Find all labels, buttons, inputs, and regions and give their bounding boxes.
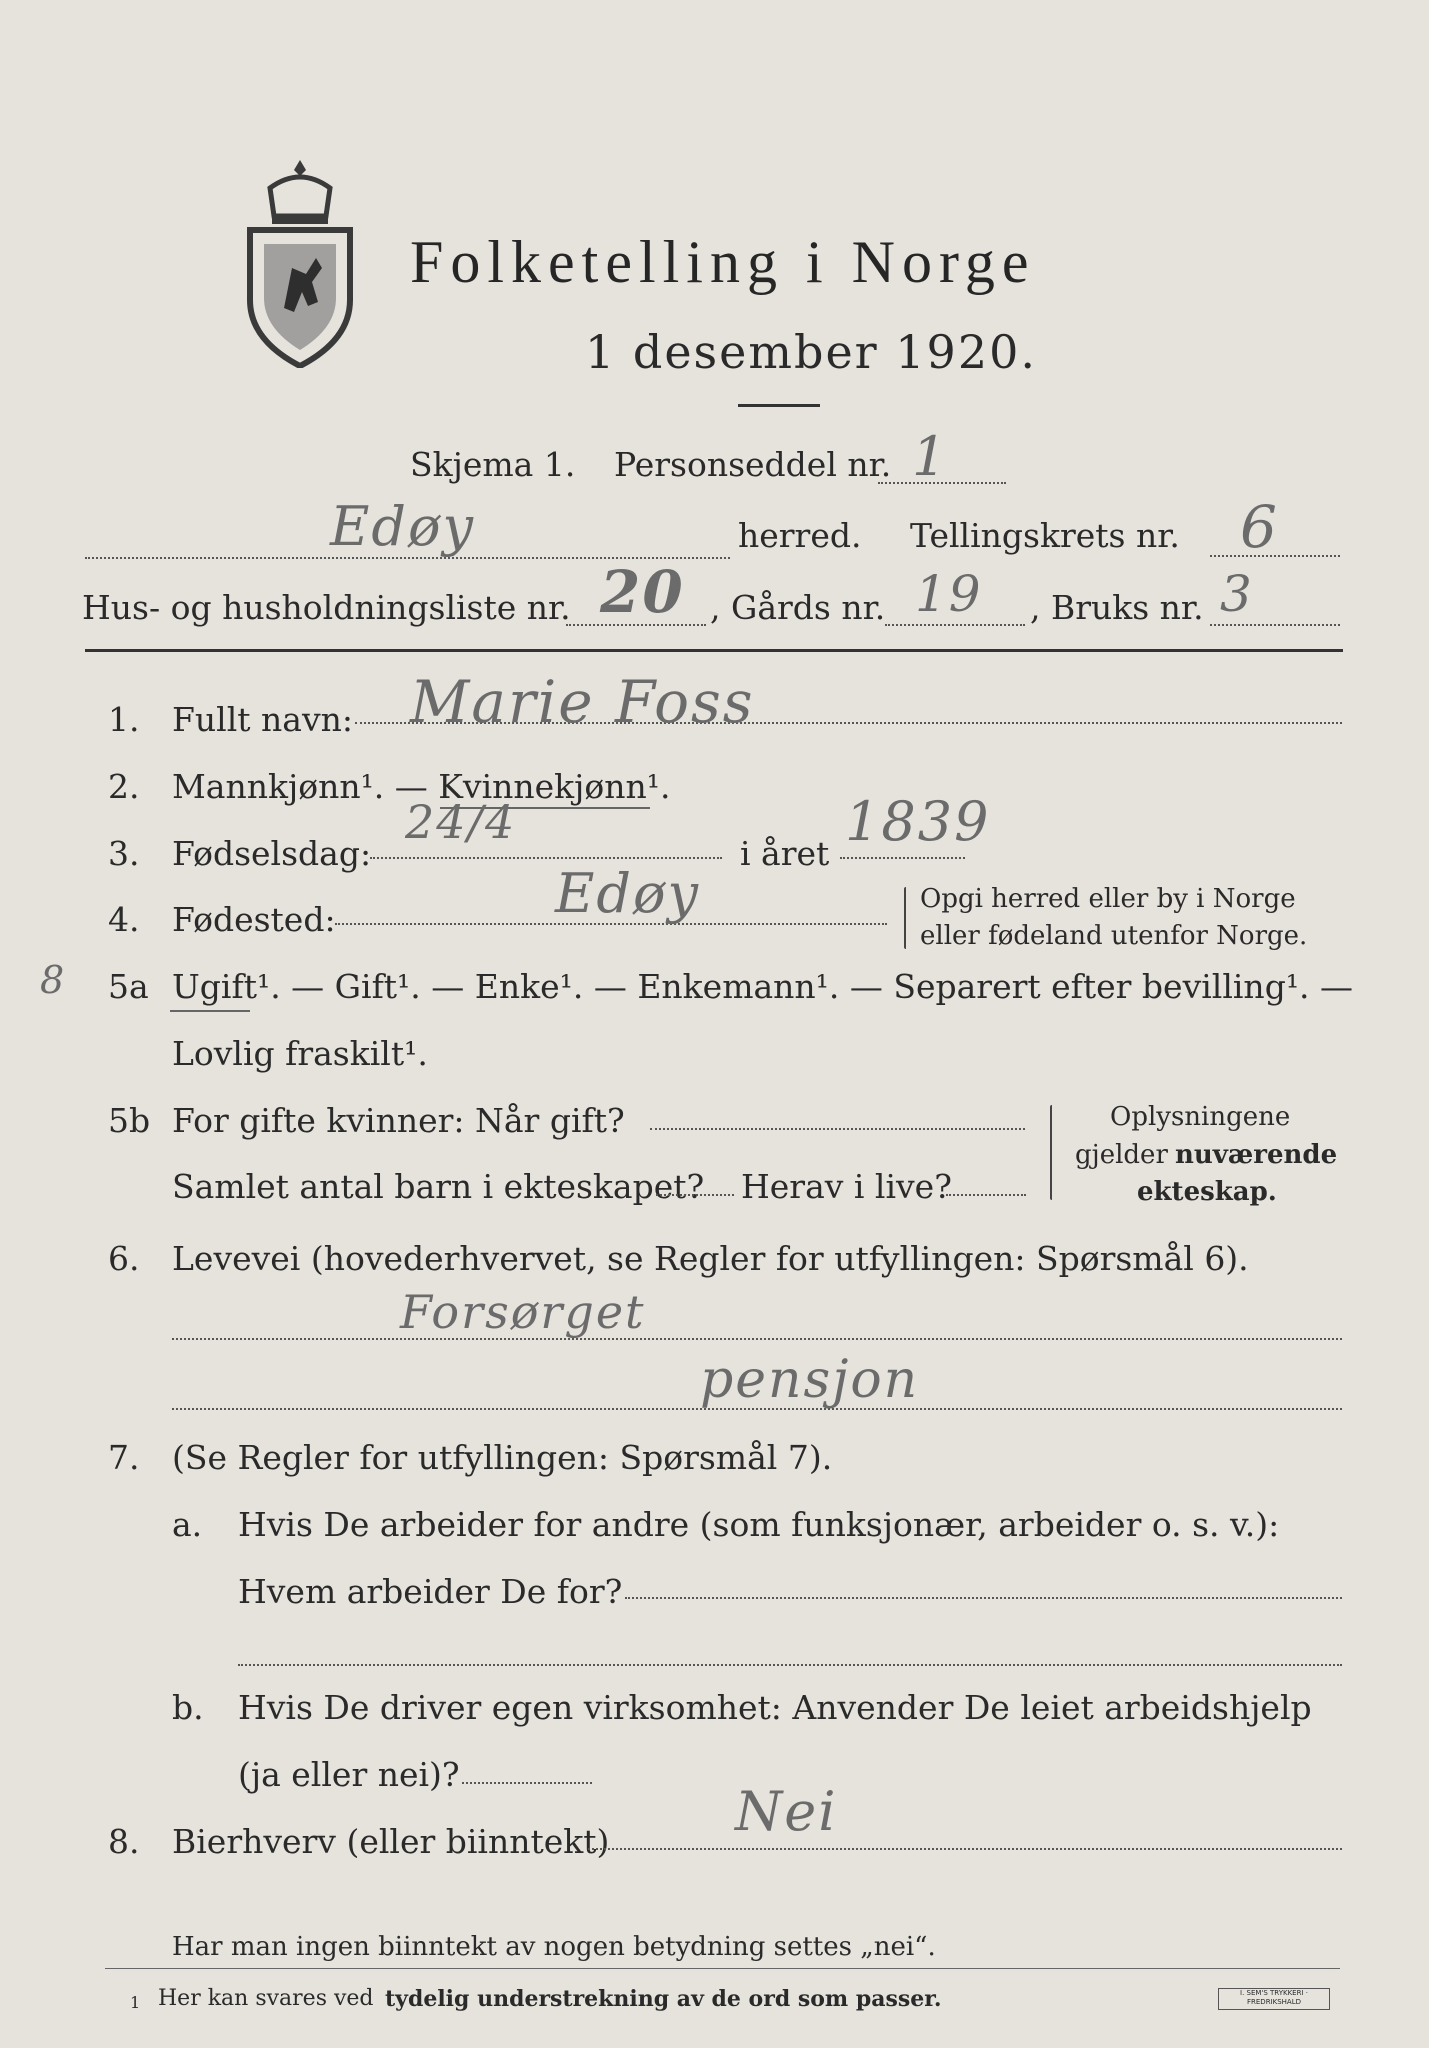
q3-label: Fødselsdag:: [172, 834, 372, 873]
q2-label: Mannkjønn¹. — Kvinnekjønn¹.: [172, 767, 671, 806]
personseddel-label: Personseddel nr.: [614, 445, 892, 484]
q4-number: 4.: [108, 900, 140, 939]
q5b-brace: [1050, 1105, 1052, 1200]
q2-number: 2.: [108, 767, 140, 806]
q5a-number: 5a: [108, 967, 149, 1006]
form-title: Folketelling i Norge: [410, 229, 1036, 295]
skjema-label: Skjema 1.: [410, 445, 576, 484]
bruks-line: [1210, 624, 1340, 626]
footnote-number: 1: [130, 1993, 141, 2012]
q7a-line2: Hvem arbeider De for?: [238, 1572, 623, 1611]
form-date: 1 desember 1920.: [585, 325, 1037, 379]
q7a-line-answer2: [238, 1664, 1342, 1666]
header-rule: [85, 649, 1343, 652]
q5a-line1: Ugift¹. — Gift¹. — Enke¹. — Enkemann¹. — Separert efter bevilling¹. —: [172, 967, 1354, 1006]
q8-label: Bierhverv (eller biinntekt): [172, 1822, 610, 1861]
footer-note: Har man ingen biinntekt av nogen betydning settes „nei“.: [172, 1932, 936, 1962]
tellingskrets-value: 6: [1240, 493, 1279, 561]
q6-number: 6.: [108, 1239, 140, 1278]
q3-day-line: [370, 857, 722, 859]
gards-line: [885, 624, 1025, 626]
q7b-line1: Hvis De driver egen virksomhet: Anvender De leiet arbeidshjelp: [238, 1688, 1312, 1727]
footnote-text-a: Her kan svares ved: [158, 1986, 374, 2011]
gards-label: , Gårds nr.: [710, 588, 886, 627]
herred-value: Edøy: [330, 495, 476, 558]
q6-value2: pensjon: [700, 1350, 920, 1410]
tellingskrets-label: Tellingskrets nr.: [910, 516, 1180, 555]
footer-rule: [105, 1968, 1340, 1969]
q7b-answer-line: [462, 1782, 592, 1784]
q7-number: 7.: [108, 1438, 140, 1477]
personseddel-value: 1: [912, 425, 949, 488]
q4-label: Fødested:: [172, 900, 336, 939]
q5b-naar-gift-line: [650, 1128, 1025, 1130]
q4-note-line1: Opgi herred eller by i Norge: [920, 884, 1296, 914]
q7b-line2: (ja eller nei)?: [238, 1755, 460, 1794]
q5b-barn-line: [656, 1194, 734, 1196]
q5b-line1: For gifte kvinner: Når gift?: [172, 1101, 625, 1140]
q5a-margin-mark: 8: [40, 958, 67, 1002]
q6-line2: [172, 1408, 1342, 1410]
q6-label: Levevei (hovederhvervet, se Regler for utfyllingen: Spørsmål 6).: [172, 1239, 1249, 1278]
q5a-underline-ugift: [170, 1010, 250, 1012]
q4-note-line2: eller fødeland utenfor Norge.: [920, 921, 1308, 951]
q7a-line1: Hvis De arbeider for andre (som funksjonær, arbeider o. s. v.):: [238, 1505, 1280, 1544]
q4-value: Edøy: [555, 862, 701, 925]
printer-stamp: I. SEM'S TRYKKERI · FREDRIKSHALD: [1218, 1988, 1330, 2010]
q8-number: 8.: [108, 1822, 140, 1861]
gards-value: 19: [915, 565, 983, 623]
q7a-line-answer1: [625, 1597, 1342, 1599]
herred-label: herred.: [738, 516, 862, 555]
q5b-ilive-line: [946, 1194, 1026, 1196]
q3-number: 3.: [108, 834, 140, 873]
bruks-value: 3: [1220, 565, 1254, 623]
q6-line1: [172, 1338, 1342, 1340]
q5a-line2: Lovlig fraskilt¹.: [172, 1034, 428, 1073]
q3-year-line: [840, 857, 965, 859]
coat-of-arms-icon: [240, 158, 360, 372]
q5b-note-line2a: gjelder: [1075, 1140, 1168, 1170]
q8-line: [588, 1848, 1342, 1850]
q3-year-value: 1839: [845, 790, 991, 853]
q5b-line2a: Samlet antal barn i ekteskapet?: [172, 1167, 705, 1206]
q3-year-label: i året: [740, 834, 830, 873]
q7a-letter: a.: [172, 1505, 203, 1544]
q5b-line2b: Herav i live?: [741, 1167, 952, 1206]
q5b-note-line2b: nuværende: [1175, 1140, 1338, 1170]
bruks-label: , Bruks nr.: [1030, 588, 1204, 627]
q6-value1: Forsørget: [400, 1285, 646, 1339]
q7b-letter: b.: [172, 1688, 204, 1727]
footnote-text-b: tydelig understrekning av de ord som passer.: [385, 1986, 942, 2012]
q5b-number: 5b: [108, 1101, 151, 1140]
q1-value: Marie Foss: [410, 668, 755, 736]
title-divider: [738, 404, 820, 407]
q4-brace: [904, 887, 906, 949]
q1-number: 1.: [108, 700, 140, 739]
q3-day-value: 24/4: [405, 795, 517, 849]
husliste-value: 20: [600, 558, 685, 626]
q8-value: Nei: [735, 1780, 838, 1843]
q1-label: Fullt navn:: [172, 700, 353, 739]
husliste-label: Hus- og husholdningsliste nr.: [82, 588, 571, 627]
q5b-note-line1: Oplysningene: [1110, 1102, 1291, 1132]
q7-label: (Se Regler for utfyllingen: Spørsmål 7).: [172, 1438, 833, 1477]
q5b-note-line3: ekteskap.: [1137, 1177, 1277, 1207]
